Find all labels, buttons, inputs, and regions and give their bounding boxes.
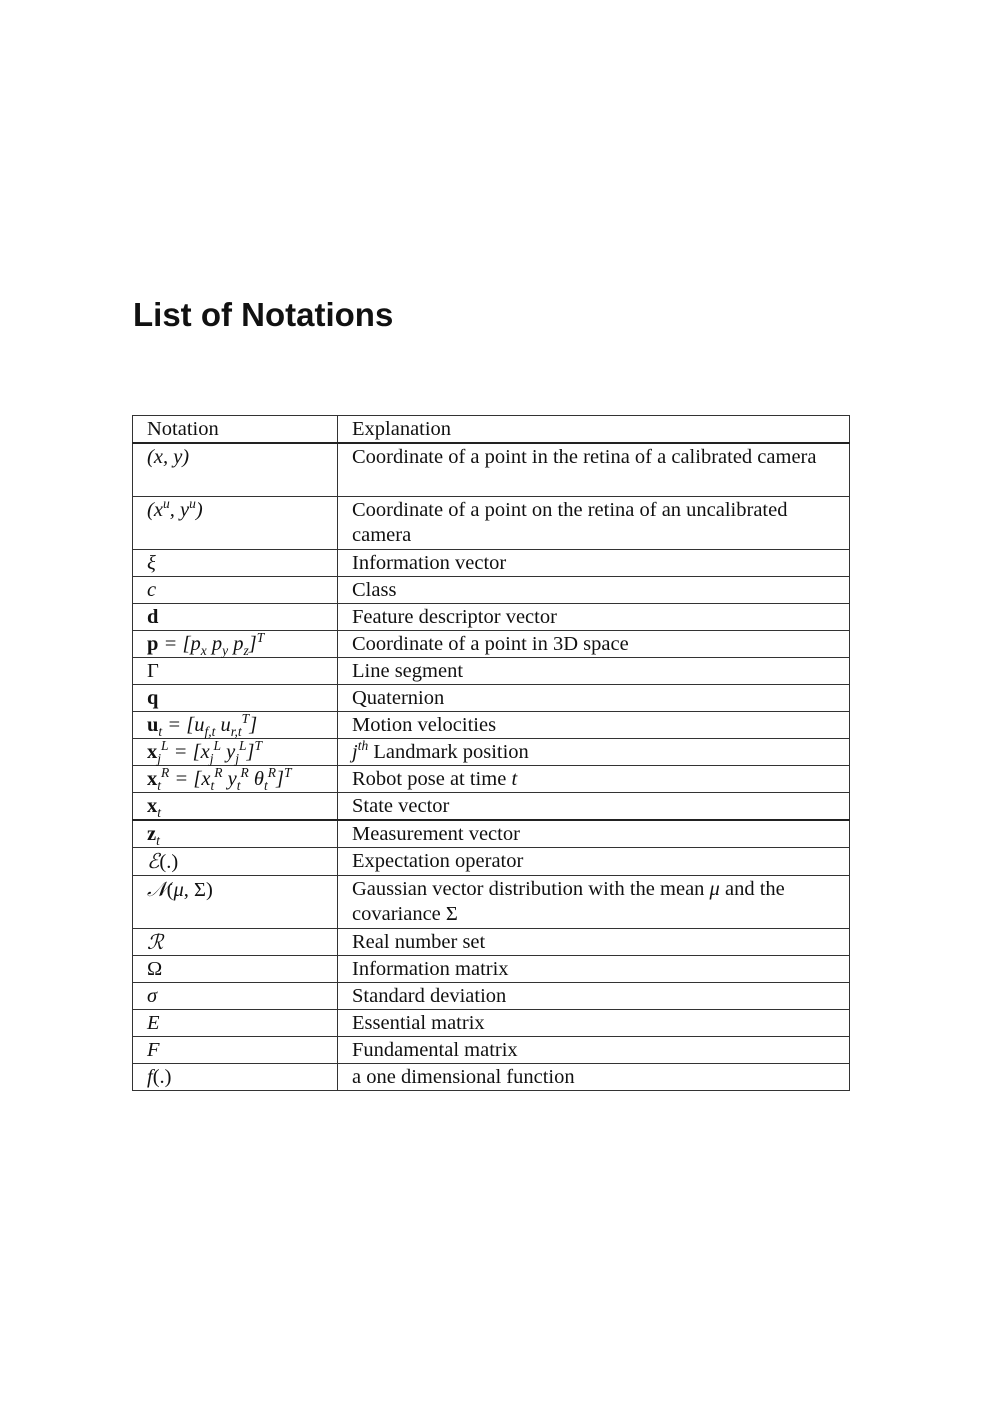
- explanation-cell: Essential matrix: [338, 1010, 850, 1037]
- table-row: [133, 793, 850, 821]
- table-row: [133, 497, 850, 550]
- table-row: [133, 929, 850, 956]
- explanation-cell: Coordinate of a point in the retina of a calibrated camera: [338, 443, 850, 497]
- explanation-cell: Standard deviation: [338, 983, 850, 1010]
- explanation-cell: Coordinate of a point in 3D space: [338, 631, 850, 658]
- notation-cell: F: [133, 1037, 338, 1064]
- header-notation: Notation: [133, 416, 338, 444]
- notation-cell: ℛ: [133, 929, 338, 956]
- explanation-cell: Coordinate of a point on the retina of an uncalibrated camera: [338, 497, 850, 550]
- notation-cell: Ω: [133, 956, 338, 983]
- notation-cell: $x_j^L = [x_j^L$ $y_j^L]^T$: [133, 739, 338, 766]
- table-row: [133, 550, 850, 577]
- page-title: List of Notations: [133, 296, 394, 333]
- notation-cell: q: [133, 685, 338, 712]
- explanation-cell: Motion velocities: [338, 712, 850, 739]
- table-row: [133, 604, 850, 631]
- table-row: [133, 739, 850, 766]
- table-row: [133, 1037, 850, 1064]
- explanation-cell: Real number set: [338, 929, 850, 956]
- notation-cell: $x_t^R = [x_t^R$ $y_t^R$ $\theta_t^R]^T$: [133, 766, 338, 793]
- explanation-cell: $j^{th}$ Landmark position: [338, 739, 850, 766]
- notation-cell: c: [133, 577, 338, 604]
- explanation-cell: Expectation operator: [338, 848, 850, 876]
- explanation-cell: Line segment: [338, 658, 850, 685]
- notation-cell: E: [133, 1010, 338, 1037]
- notation-cell: 𝒩(μ, Σ): [133, 876, 338, 929]
- table-row: [133, 1064, 850, 1091]
- notation-cell: ξ: [133, 550, 338, 577]
- notation-cell: Γ: [133, 658, 338, 685]
- table-header-row: [133, 416, 850, 444]
- explanation-cell: a one dimensional function: [338, 1064, 850, 1091]
- notation-cell: $z_t$: [133, 820, 338, 848]
- table-row: [133, 983, 850, 1010]
- notation-cell: ($x^u$, $y^u$): [133, 497, 338, 550]
- explanation-cell: Gaussian vector distribution with the mean μ and the covariance Σ: [338, 876, 850, 929]
- table-row: [133, 658, 850, 685]
- notation-table: [132, 415, 850, 1091]
- explanation-cell: State vector: [338, 793, 850, 821]
- table-row: [133, 1010, 850, 1037]
- table-row: [133, 876, 850, 929]
- notation-cell: $x_t$: [133, 793, 338, 821]
- notation-cell: σ: [133, 983, 338, 1010]
- explanation-cell: Class: [338, 577, 850, 604]
- explanation-cell: Robot pose at time t: [338, 766, 850, 793]
- notation-cell: $u_t = [u_{f,t}$ $u_{r,t}^T$]: [133, 712, 338, 739]
- table-row: [133, 712, 850, 739]
- explanation-cell: Fundamental matrix: [338, 1037, 850, 1064]
- header-explanation: Explanation: [338, 416, 850, 444]
- explanation-cell: Feature descriptor vector: [338, 604, 850, 631]
- table-row: [133, 443, 850, 497]
- table-row: [133, 820, 850, 848]
- table-row: [133, 685, 850, 712]
- notation-cell: d: [133, 604, 338, 631]
- notation-cell: f(.): [133, 1064, 338, 1091]
- table-row: [133, 956, 850, 983]
- explanation-cell: Information vector: [338, 550, 850, 577]
- table-row: [133, 577, 850, 604]
- table-row: [133, 766, 850, 793]
- notation-cell: ℰ(.): [133, 848, 338, 876]
- notation-cell: (x, y): [133, 443, 338, 497]
- table-row: [133, 631, 850, 658]
- table-row: [133, 848, 850, 876]
- explanation-cell: Information matrix: [338, 956, 850, 983]
- notation-cell: $p = [p_x$ $p_y$ $p_z]^T$: [133, 631, 338, 658]
- explanation-cell: Measurement vector: [338, 820, 850, 848]
- explanation-cell: Quaternion: [338, 685, 850, 712]
